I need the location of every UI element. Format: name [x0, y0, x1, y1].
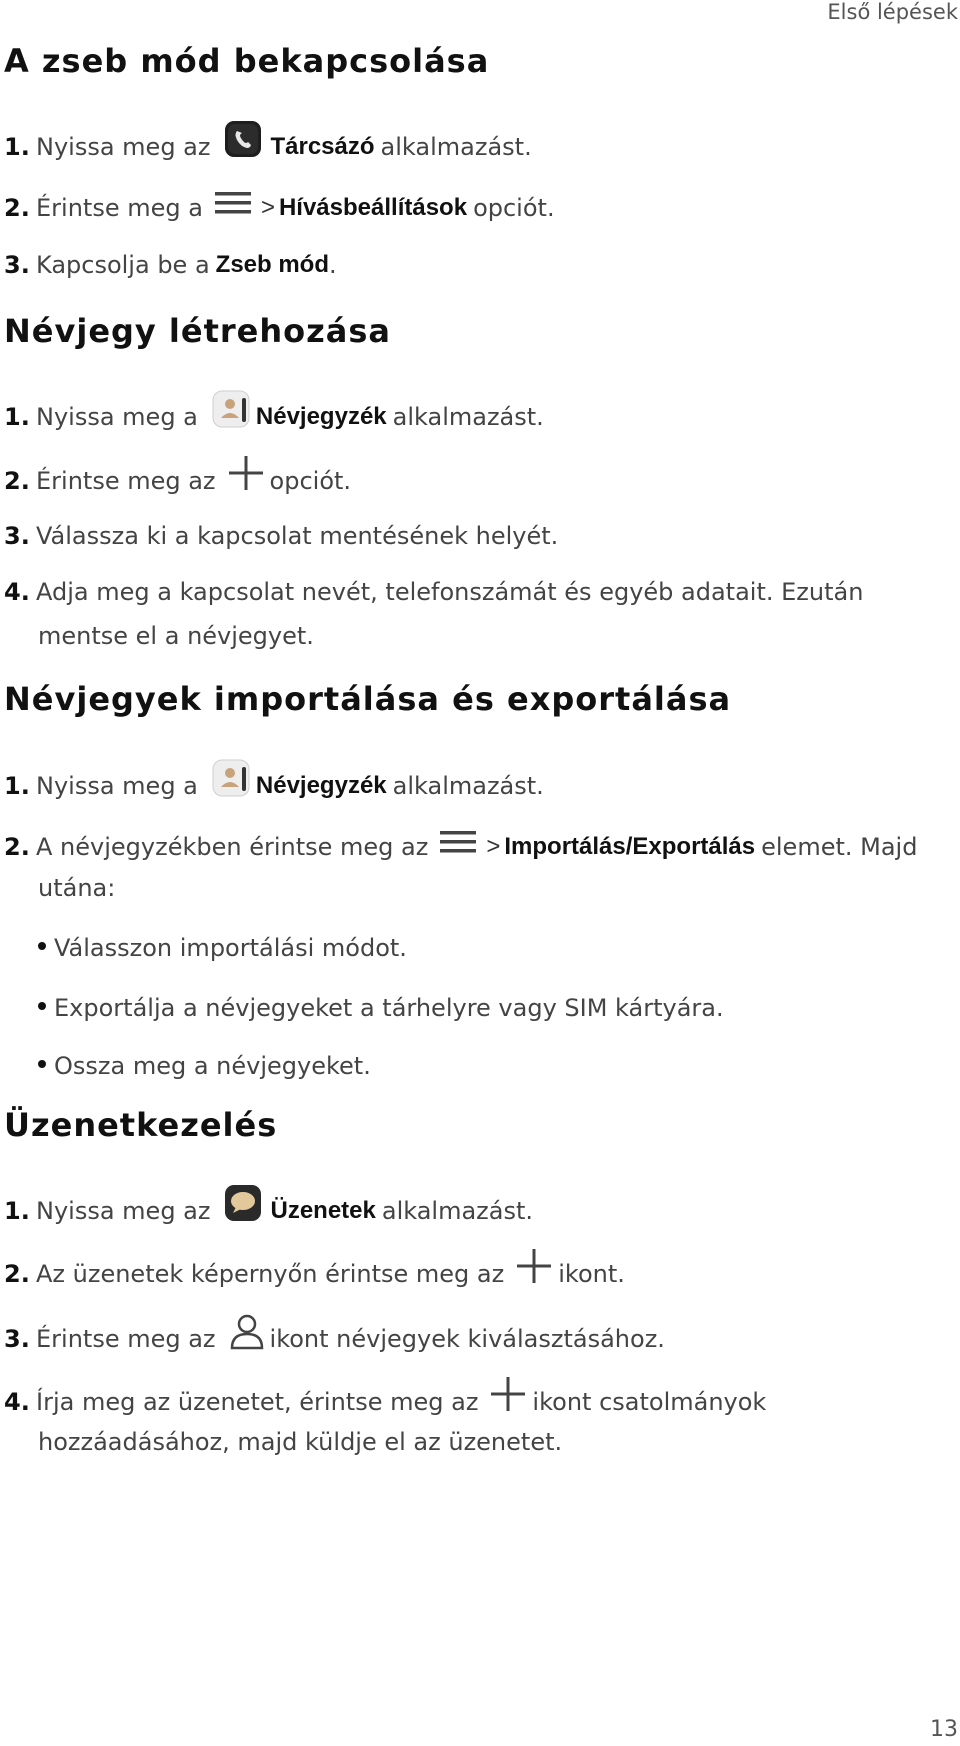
contacts-app-icon — [212, 390, 250, 444]
step-contact-3 — [4, 512, 558, 560]
step-import-1 — [4, 759, 544, 813]
step-text: Adja meg a kapcsolat nevét, telefonszámát és egyéb adatait. Ezután — [36, 578, 864, 606]
app-name: Névjegyzék — [255, 772, 387, 799]
step-text: Érintse meg a — [36, 194, 203, 222]
step-text: ikont névjegyek kiválasztásához. — [269, 1325, 665, 1353]
person-icon — [228, 1312, 266, 1366]
step-number: 1. — [4, 403, 30, 431]
step-text: alkalmazást. — [380, 133, 532, 161]
step-contact-4-continuation: mentse el a névjegyet. — [38, 622, 314, 650]
step-text: Nyissa meg a — [36, 772, 198, 800]
option-name: Importálás/Exportálás — [504, 833, 756, 860]
step-number: 3. — [4, 251, 30, 279]
step-text: Írja meg az üzenetet, érintse meg az — [36, 1388, 479, 1416]
step-text: alkalmazást. — [381, 1197, 534, 1225]
step-text: Válassza ki a kapcsolat mentésének helyét. — [36, 522, 559, 550]
step-text: alkalmazást. — [392, 403, 544, 431]
step-import-2 — [4, 823, 917, 871]
step-pocket-1 — [4, 120, 532, 174]
step-number: 4. — [4, 1388, 30, 1416]
step-number: 4. — [4, 578, 30, 606]
step-text: opciót. — [269, 467, 352, 495]
dialer-app-icon — [224, 120, 262, 174]
step-text: Nyissa meg az — [36, 1197, 211, 1225]
step-text: Érintse meg az — [36, 1325, 216, 1353]
step-text: Nyissa meg az — [36, 133, 211, 161]
step-pocket-2 — [4, 184, 555, 232]
step-text: A névjegyzékben érintse meg az — [36, 833, 429, 861]
messages-app-icon — [224, 1184, 262, 1238]
step-number: 2. — [4, 833, 30, 861]
section-title-pocket-mode: A zseb mód bekapcsolása — [4, 42, 490, 80]
menu-icon — [215, 184, 251, 232]
step-text: elemet. Majd — [761, 833, 918, 861]
bullet-item: Ossza meg a névjegyeket. — [38, 1046, 371, 1086]
step-text: Az üzenetek képernyőn érintse meg az — [36, 1260, 505, 1288]
step-messages-4-continuation: hozzáadásához, majd küldje el az üzenetet. — [38, 1428, 563, 1456]
contacts-app-icon — [212, 759, 250, 813]
step-text: Nyissa meg a — [36, 403, 198, 431]
step-number: 2. — [4, 194, 30, 222]
add-icon — [516, 1248, 552, 1300]
menu-icon — [440, 823, 476, 871]
step-pocket-3 — [4, 241, 337, 289]
step-text: Kapcsolja be a — [36, 251, 210, 279]
section-title-create-contact: Névjegy létrehozása — [4, 312, 391, 350]
step-messages-3 — [4, 1312, 665, 1366]
option-name: Zseb mód — [215, 251, 329, 278]
step-number: 2. — [4, 1260, 30, 1288]
step-messages-4 — [4, 1376, 766, 1428]
step-number: 1. — [4, 133, 30, 161]
step-number: 1. — [4, 772, 30, 800]
page-number: 13 — [930, 1717, 958, 1742]
separator: > — [486, 833, 501, 860]
add-icon — [490, 1376, 526, 1428]
step-number: 2. — [4, 467, 30, 495]
step-number: 3. — [4, 1325, 30, 1353]
separator: > — [260, 194, 275, 221]
step-messages-1 — [4, 1184, 533, 1238]
step-text: alkalmazást. — [392, 772, 544, 800]
step-text: ikont. — [558, 1260, 625, 1288]
step-contact-4 — [4, 568, 863, 616]
app-name: Névjegyzék — [255, 403, 387, 430]
option-name: Hívásbeállítások — [278, 194, 468, 221]
app-name: Tárcsázó — [270, 133, 375, 160]
section-title-messaging: Üzenetkezelés — [4, 1106, 278, 1144]
running-header: Első lépések — [827, 0, 958, 24]
add-icon — [228, 455, 264, 507]
step-import-2-continuation: utána: — [38, 874, 116, 902]
step-contact-2 — [4, 455, 351, 507]
step-text: . — [329, 251, 337, 279]
section-title-import-export: Névjegyek importálása és exportálása — [4, 680, 732, 718]
step-contact-1 — [4, 390, 544, 444]
bullet-item: Exportálja a névjegyeket a tárhelyre vagy SIM kártyára. — [38, 988, 724, 1028]
step-messages-2 — [4, 1248, 625, 1300]
step-text: ikont csatolmányok — [532, 1388, 767, 1416]
step-text: opciót. — [473, 194, 555, 222]
step-text: Érintse meg az — [36, 467, 216, 495]
step-number: 1. — [4, 1197, 30, 1225]
bullet-item: Válasszon importálási módot. — [38, 928, 407, 968]
app-name: Üzenetek — [270, 1197, 376, 1224]
step-number: 3. — [4, 522, 30, 550]
